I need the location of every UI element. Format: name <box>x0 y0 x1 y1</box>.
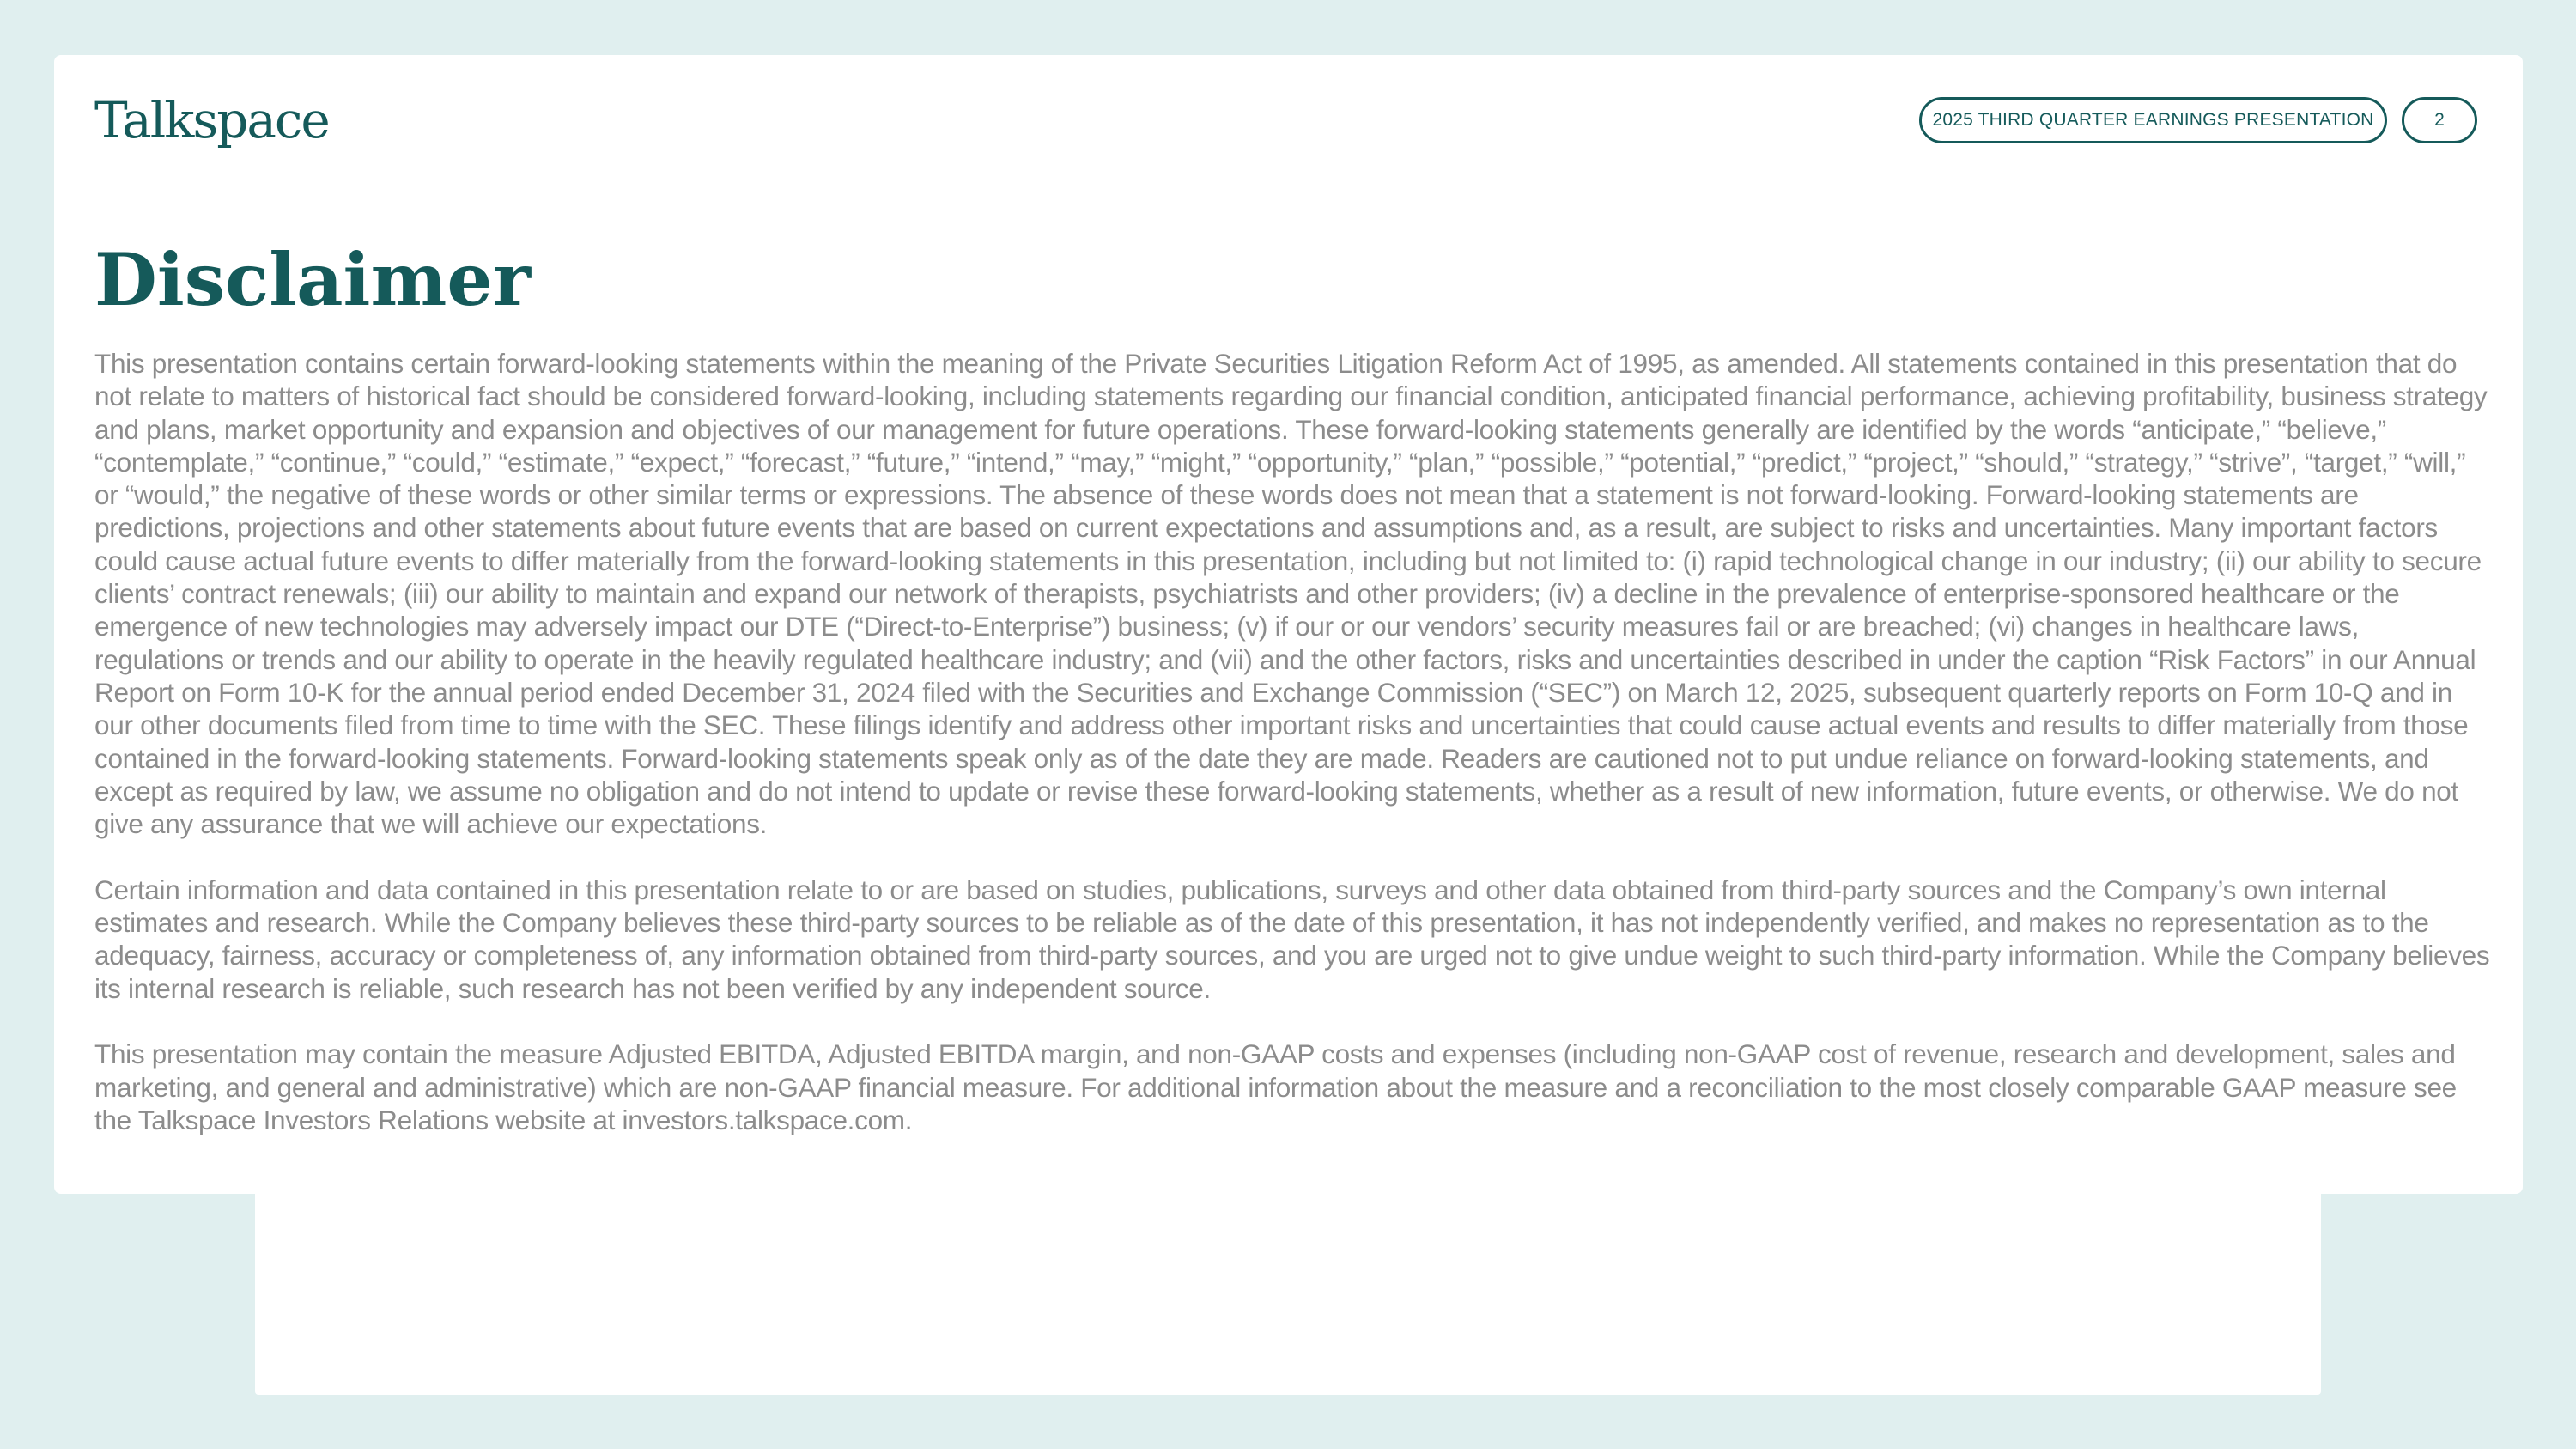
talkspace-logo: Talkspace <box>94 91 329 149</box>
forward-looking-statements-paragraph: This presentation contains certain forward-looking statements within the meaning of the Private Securities Litigation Reform Act of 1995, as amended. All statements contained in this presentation that do not relate to matters of historical fact should be considered forward-looking, including statements regarding our financial condition, anticipated financial performance, achieving profitability, business strategy and plans, market opportunity and expansion and objectives of our management for future operations. These forward-looking statements generally are identified by the words “anticipate,” “believe,” “contemplate,” “continue,” “could,” “estimate,” “expect,” “forecast,” “future,” “intend,” “may,” “might,” “opportunity,” “plan,” “possible,” “potential,” “predict,” “project,” “should,” “strategy,” “strive”, “target,” “will,” or “would,” the negative of these words or other similar terms or expressions. The absence of these words does not mean that a statement is not forward-looking. Forward-looking statements are predictions, projections and other statements about future events that are based on current expectations and assumptions and, as a result, are subject to risks and uncertainties. Many important factors could cause actual future events to differ materially from the forward-looking statements in this presentation, including but not limited to: (i) rapid technological change in our industry; (ii) our ability to secure clients’ contract renewals; (iii) our ability to maintain and expand our network of therapists, psychiatrists and other providers; (iv) a decline in the prevalence of enterprise-sponsored healthcare or the emergence of new technologies may adversely impact our DTE (“Direct-to-Enterprise”) business; (v) if our or our vendors’ security measures fail or are breached; (vi) changes in healthcare laws, regulations or trends and our ability to operate in the heavily regulated healthcare industry; and (vii) and the other factors, risks and uncertainties described in under the caption “Risk Factors” in our Annual Report on Form 10-K for the annual period ended December 31, 2024 filed with the Securities and Exchange Commission (“SEC”) on March 12, 2025, subsequent quarterly reports on Form 10-Q and in our other documents filed from time to time with the SEC. These filings identify and address other important risks and uncertainties that could cause actual events and results to differ materially from those contained in the forward-looking statements. Forward-looking statements speak only as of the date they are made. Readers are cautioned not to put undue reliance on forward-looking statements, and except as required by law, we assume no obligation and do not intend to update or revise these forward-looking statements, whether as a result of new information, future events, or otherwise. We do not give any assurance that we will achieve our expectations. <box>94 348 2488 840</box>
page-title: Disclaimer <box>94 237 532 322</box>
presentation-label-badge: 2025 THIRD QUARTER EARNINGS PRESENTATION <box>1919 97 2387 143</box>
slide <box>54 55 2523 1194</box>
non-gaap-measures-paragraph: This presentation may contain the measure Adjusted EBITDA, Adjusted EBITDA margin, and non-GAAP costs and expenses (including non-GAAP cost of revenue, research and development, sales and marketing, and general and administrative) which are non-GAAP financial measure. For additional information about the measure and a reconciliation to the most closely comparable GAAP measure see the Talkspace Investors Relations website at investors.talkspace.com. <box>94 1038 2457 1135</box>
third-party-data-paragraph: Certain information and data contained in this presentation relate to or are based on studies, publications, surveys and other data obtained from third-party sources and the Company’s own internal estimates and research. While the Company believes these third-party sources to be reliable as of the date of this presentation, it has not independently verified, and makes no representation as to the adequacy, fairness, accuracy or completeness of, any information obtained from third-party sources, and you are urged not to give undue weight to such third-party information. While the Company believes its internal research is reliable, such research has not been verified by any independent source. <box>94 874 2490 1004</box>
page-number-badge: 2 <box>2402 97 2477 143</box>
disclaimer-body <box>94 347 2490 1136</box>
